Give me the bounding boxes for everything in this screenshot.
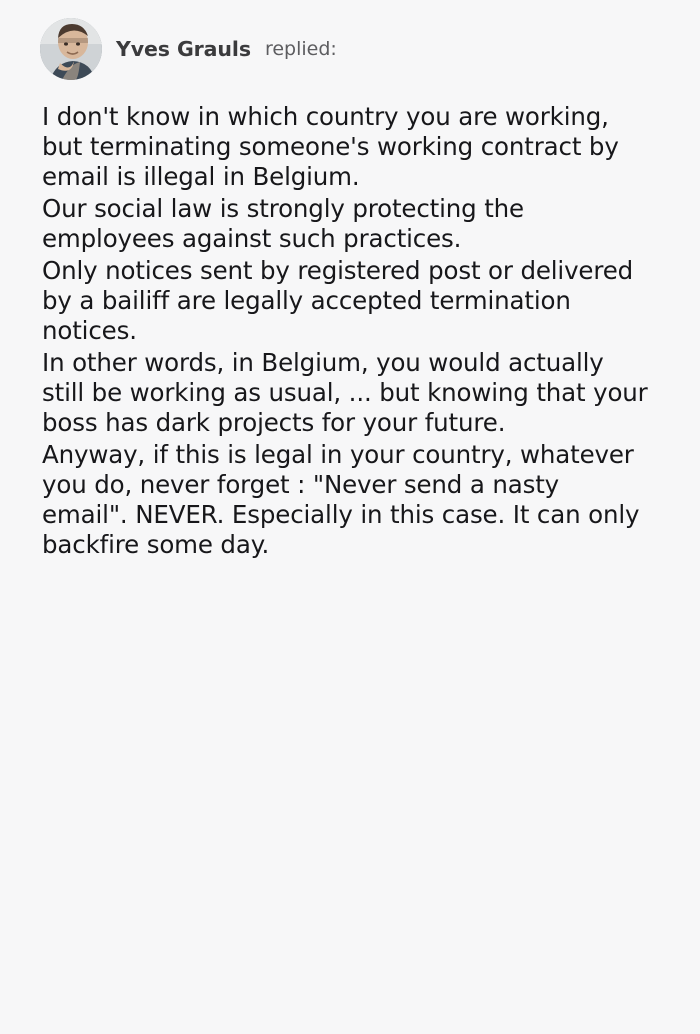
comment-header [40, 18, 656, 80]
user-photo-avatar-icon [40, 18, 102, 80]
comment-paragraph: In other words, in Belgium, you would actually still be working as usual, ... but knowing that your boss has dark projects for your future. [42, 348, 648, 437]
comment-paragraph: Anyway, if this is legal in your country, whatever you do, never forget : "Never send a nasty email". NEVER. Especially in this case. It can only backfire some day. [42, 440, 640, 559]
comment-author[interactable]: Yves Grauls [116, 37, 251, 61]
comment-action-label: replied: [264, 38, 337, 60]
comment-paragraph: Our social law is strongly protecting the employees against such practices. [42, 194, 524, 253]
avatar[interactable] [40, 18, 102, 80]
comment-paragraph: Only notices sent by registered post or delivered by a bailiff are legally accepted termination notices. [42, 256, 634, 345]
comment-body [40, 102, 656, 560]
comment-paragraph: I don't know in which country you are working, but terminating someone's working contract by email is illegal in Belgium. [42, 102, 619, 191]
